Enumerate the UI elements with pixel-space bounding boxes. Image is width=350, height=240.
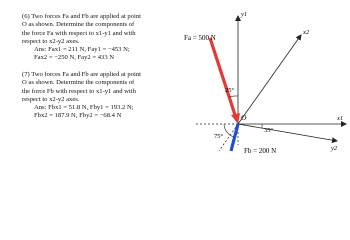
problem-6-line: respect to x2-y2 axes. [22, 37, 80, 45]
fa-label: Fa = 500 N [184, 34, 216, 42]
problem-7-line: (7) Two forces Fa and Fb are applied at point [22, 71, 141, 78]
y2-axis-label: y2 [331, 145, 338, 152]
force-fb-line [231, 124, 238, 151]
angle-75-label: 75° [214, 133, 224, 140]
problem-7-line: the force Fb with respect to x1-y1 and with [22, 87, 136, 95]
x1-axis-label: x1 [337, 115, 344, 122]
angle-25-label: 25° [225, 87, 235, 94]
problem-6-answer: Ans: Fax1 = 211 N, Fay1 = −453 N; [34, 46, 130, 54]
y1-axis-label: y1 [241, 11, 248, 18]
origin-label: O [241, 113, 247, 122]
y2-axis [238, 124, 337, 141]
angle-35-label: 35° [264, 127, 274, 134]
problem-7-line: respect to x2-y2 axes. [22, 95, 80, 103]
problem-6-line: the force Fa with respect to x1-y1 and with [22, 29, 136, 37]
problem-6-line: (6) Two forces Fa and Fb are applied at point [22, 13, 141, 20]
problem-7-answer: Ans: Fbx1 = 51.8 N, Fby1 = 193.2 N; [34, 104, 134, 112]
x2-axis-label: x2 [303, 29, 310, 36]
angle-75-arc [224, 124, 234, 137]
problem-7-line: O as shown. Determine the components of [22, 79, 135, 87]
problem-6-answer: Fax2 = −250 N, Fay2 = 433 N [34, 54, 115, 62]
problem-6-line: O as shown. Determine the components of [22, 21, 135, 29]
force-fa-line [210, 38, 236, 118]
fb-label: Fb = 200 N [244, 147, 277, 155]
problem-7-answer: Fbx2 = 187.9 N, Fby2 = −68.4 N [34, 112, 122, 120]
force-fa-arrowhead [231, 113, 240, 124]
x2-axis [238, 35, 301, 124]
